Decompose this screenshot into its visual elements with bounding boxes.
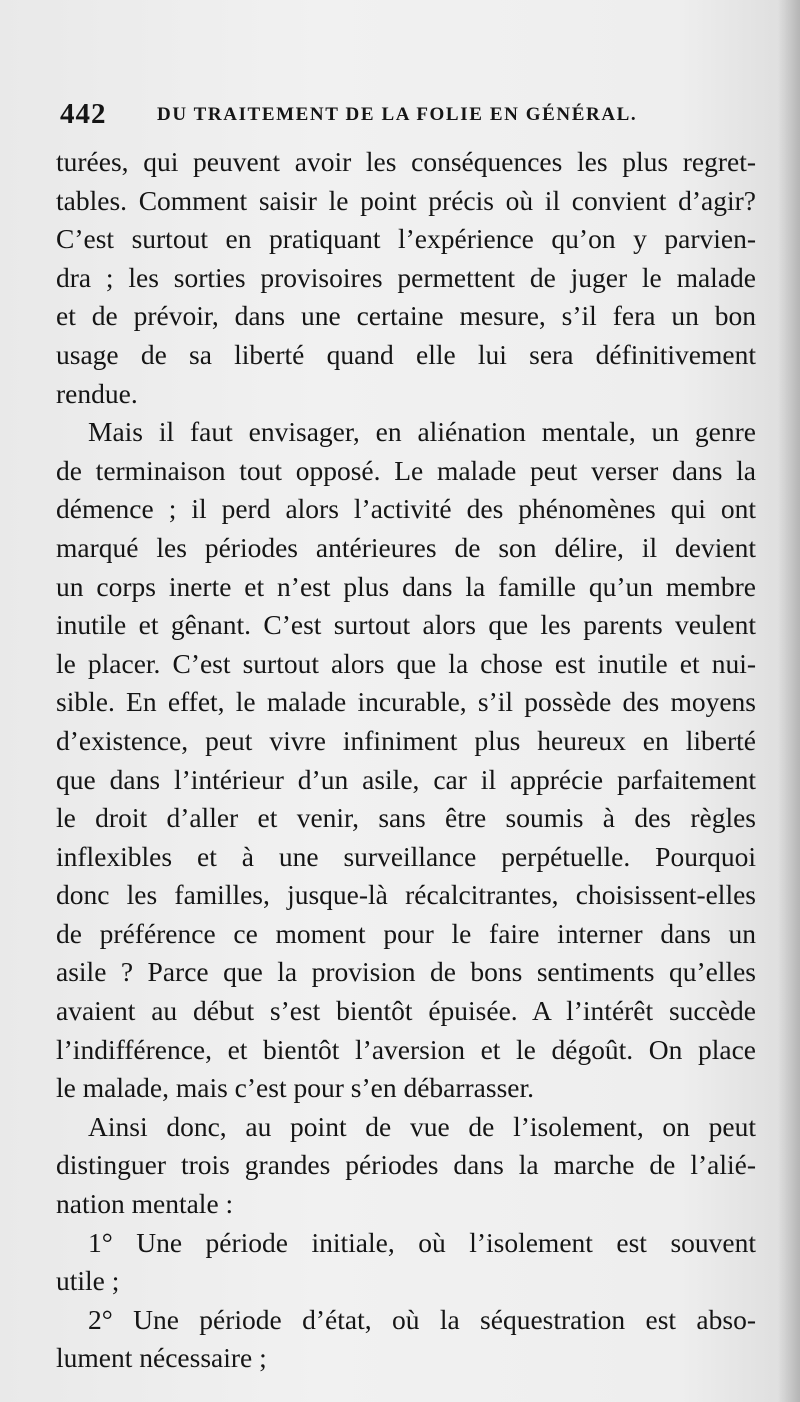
text-line: inflexibles et à une surveillance perpétuelle. Pourquoi bbox=[56, 840, 756, 872]
list-item-line: 2° Une période d’état, où la séquestration est abso- bbox=[88, 1303, 756, 1335]
text-line: le malade, mais c’est pour s’en débarrasser. bbox=[56, 1072, 535, 1104]
text-line: que dans l’intérieur d’un asile, car il apprécie parfaitement bbox=[56, 763, 756, 795]
text-line: dra ; les sorties provisoires permettent de juger le malade bbox=[56, 261, 756, 293]
text-line: sible. En effet, le malade incurable, s’il possède des moyens bbox=[56, 686, 756, 718]
text-line: le droit d’aller et venir, sans être soumis à des règles bbox=[56, 802, 756, 834]
text-line: un corps inerte et n’est plus dans la famille qu’un membre bbox=[56, 570, 756, 602]
text-line: et de prévoir, dans une certaine mesure, s’il fera un bon bbox=[56, 300, 756, 332]
body-text bbox=[56, 143, 756, 1378]
paragraph-start-line: Ainsi donc, au point de vue de l’isolement, on peut bbox=[88, 1110, 756, 1142]
text-line: démence ; il perd alors l’activité des phénomènes qui ont bbox=[56, 493, 756, 525]
text-line: utile ; bbox=[56, 1265, 120, 1297]
text-line: inutile et gênant. C’est surtout alors que les parents veulent bbox=[56, 609, 756, 641]
list-item-line: 1° Une période initiale, où l’isolement est souvent bbox=[88, 1226, 756, 1258]
text-line: usage de sa liberté quand elle lui sera définitivement bbox=[56, 338, 756, 370]
running-title: DU TRAITEMENT DE LA FOLIE EN GÉNÉRAL. bbox=[157, 104, 638, 125]
text-line: asile ? Parce que la provision de bons sentiments qu’elles bbox=[56, 956, 756, 988]
text-line: avaient au début s’est bientôt épuisée. A l’intérêt succède bbox=[56, 995, 756, 1027]
text-line: nation mentale : bbox=[56, 1188, 234, 1220]
text-line: tables. Comment saisir le point précis où il convient d’agir? bbox=[56, 184, 756, 216]
text-line: l’indifférence, et bientôt l’aversion et le dégoût. On place bbox=[56, 1033, 756, 1065]
page-number: 442 bbox=[60, 98, 107, 130]
text-line: C’est surtout en pratiquant l’expérience qu’on y parvien- bbox=[56, 223, 756, 255]
text-line: turées, qui peuvent avoir les conséquences les plus regret- bbox=[56, 146, 756, 177]
text-line: d’existence, peut vivre infiniment plus heureux en liberté bbox=[56, 724, 756, 756]
text-line: de terminaison tout opposé. Le malade peut verser dans la bbox=[56, 454, 756, 486]
page-header bbox=[60, 98, 750, 134]
text-line: rendue. bbox=[56, 377, 138, 409]
text-line: distinguer trois grandes périodes dans la marche de l’alié- bbox=[56, 1149, 756, 1181]
page-edge-shadow bbox=[778, 0, 800, 1402]
text-line: donc les familles, jusque-là récalcitrantes, choisissent-elles bbox=[56, 879, 756, 911]
text-line: le placer. C’est surtout alors que la chose est inutile et nui- bbox=[56, 647, 756, 679]
text-line: lument nécessaire ; bbox=[56, 1342, 267, 1374]
text-line: marqué les périodes antérieures de son délire, il devient bbox=[56, 531, 756, 563]
paragraph-start-line: Mais il faut envisager, en aliénation mentale, un genre bbox=[88, 416, 756, 448]
text-line: de préférence ce moment pour le faire interner dans un bbox=[56, 917, 756, 949]
